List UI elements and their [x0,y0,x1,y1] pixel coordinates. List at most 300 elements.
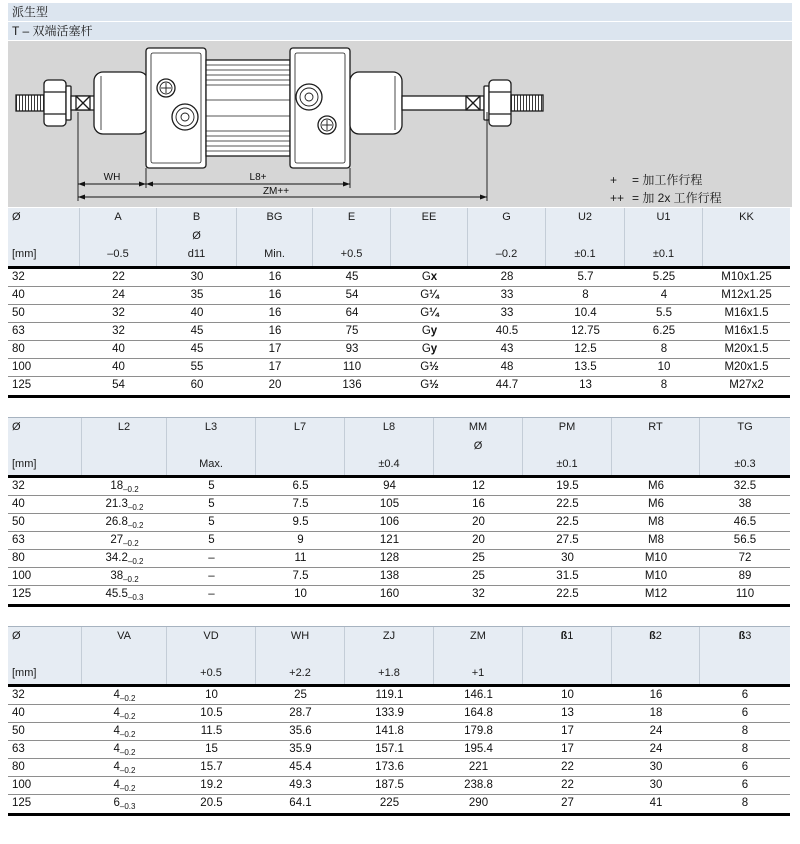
table-cell: 38 [738,498,752,510]
bore-size-cell: 80 [12,761,25,773]
column-header-note [345,646,433,665]
column-header-note [612,437,699,456]
table-bottom-rule [8,813,790,816]
thread-size: ½ [429,379,439,391]
port-plug-icon [157,79,175,97]
legend-text: = 加工作行程 [632,173,703,187]
table-cell: 12 [472,480,485,492]
dimension-table-3 [8,626,790,816]
table-cell: 238.8 [464,779,493,791]
tolerance-label: ±0.1 [574,248,596,260]
column-label: A [114,211,122,223]
column-header-note [345,437,433,456]
cell-value: 45.5 [105,588,128,600]
right-washer [484,86,489,120]
column-header-note [523,437,611,456]
column-header-spec [612,664,699,683]
table-cell: 173.6 [375,761,404,773]
table-cell: 105 [379,498,400,510]
dimension-l8 [146,182,350,187]
table-cell: 64.1 [289,797,312,809]
left-rod-nut [44,80,66,126]
cell-tolerance: –0.3 [119,802,136,811]
table-cell: 40 [112,343,125,355]
column-header-spec [313,245,390,264]
table-cell: 55 [190,361,204,373]
bore-size-cell: 80 [12,343,25,355]
column-header-note [625,227,702,246]
table-cell: M6 [648,498,664,510]
table-cell: 40.5 [495,325,519,337]
table-cell: – [208,570,215,582]
cell-tolerance: –0.2 [119,766,136,775]
column-header-label [12,627,81,646]
cell-value: 27 [110,534,124,546]
cylinder-barrel [206,60,290,156]
column-label: TG [737,421,753,433]
table-cell [82,705,167,722]
table-cell: 16 [472,498,485,510]
tolerance-label: [mm] [12,667,37,679]
table-cell [82,795,167,813]
table-cell: 225 [379,797,400,809]
table-cell: 20 [268,379,282,391]
column-header-spec [345,664,433,683]
column-label: 1 [567,630,574,642]
column-header-label [523,627,611,646]
column-header [700,418,790,475]
table-cell: – [208,588,215,600]
column-header-label [82,627,166,646]
table-row [8,723,790,741]
column-header [612,627,700,684]
column-label: MM [468,421,488,433]
column-header-note [82,437,166,456]
column-header [523,418,612,475]
table-cell [82,532,167,549]
table-row [8,777,790,795]
column-header-spec [434,455,522,474]
table-cell: 8 [741,725,749,737]
column-header-label [237,208,312,227]
table-row [8,550,790,568]
column-header-label [256,418,344,437]
table-cell [391,269,468,286]
column-header-spec [468,245,545,264]
table-cell: 33 [500,307,514,319]
column-header-label [12,208,79,227]
table-cell: 157.1 [375,743,404,755]
table-cell: 46.5 [733,516,757,528]
table-cell: 20.5 [200,797,223,809]
column-header-spec [700,664,790,683]
table-cell: 40 [190,307,204,319]
table-cell: 10 [561,689,574,701]
table-cell: 22.5 [556,498,579,510]
table-row [8,741,790,759]
table-cell: 136 [342,379,362,391]
table-cell: 32 [112,325,125,337]
table-cell: 35.9 [289,743,312,755]
cell-value: G [420,379,430,391]
column-label: E [347,211,356,223]
table-cell: 15.7 [200,761,223,773]
cell-tolerance: –0.2 [127,503,144,512]
column-header-spec [237,245,312,264]
right-piston-rod [402,96,484,110]
column-label: L8 [382,421,396,433]
column-label: B [192,211,201,223]
table-cell: 8 [741,743,749,755]
column-label: G [502,211,511,223]
column-label: 2 [655,630,662,642]
tolerance-label: d11 [187,248,206,260]
column-header [80,208,157,266]
table-cell: 35.6 [289,725,312,737]
legend-text: = 加 2x 工作行程 [632,191,722,205]
tolerance-label: +0.5 [200,667,222,679]
bore-size-cell: 40 [12,498,25,510]
cell-value: 4 [113,779,120,791]
table-cell: 6 [741,707,749,719]
table-cell: 6 [741,779,749,791]
table-cell: 18 [649,707,663,719]
column-header [167,418,256,475]
table-cell: 16 [649,689,663,701]
column-header-label [468,208,545,227]
table-row [8,568,790,586]
table-cell: 49.3 [289,779,312,791]
column-header-label [434,627,522,646]
table-cell: 32.5 [733,480,757,492]
column-label: VD [203,630,219,642]
column-header-note [523,646,611,665]
column-header-note [612,646,699,665]
table-cell: 128 [379,552,400,564]
table-cell: 13.5 [574,361,597,373]
table-cell: 13 [561,707,574,719]
bore-size-cell: 40 [12,289,25,301]
cell-tolerance: –0.2 [127,521,144,530]
cell-value: 4 [113,689,120,701]
table-cell: 106 [379,516,400,528]
column-header-note [434,437,522,456]
table-cell: 20 [472,516,485,528]
table-cell: M27x2 [729,379,764,391]
table-cell: 16 [268,325,282,337]
table-cell [82,478,167,495]
column-header-spec [546,245,624,264]
table-cell: 17 [561,743,574,755]
table-cell: 146.1 [464,689,493,701]
column-header-note [256,437,344,456]
table-cell [82,777,167,794]
column-header-label [703,208,790,227]
dimension-l8-label: L8+ [249,172,267,183]
column-header-note [12,437,81,456]
column-label: U2 [577,211,593,223]
column-header-note [157,227,236,246]
table-row [8,759,790,777]
left-washer [66,86,71,120]
table-cell: 7.5 [292,570,309,582]
right-rod-thread [511,95,543,111]
column-header-spec [82,455,166,474]
bore-size-cell: 32 [12,480,25,492]
column-header [434,418,523,475]
tolerance-label: +1 [471,667,485,679]
table-cell: 48 [500,361,514,373]
column-header [523,627,612,684]
table-cell: 19.2 [200,779,223,791]
cell-tolerance: –0.3 [127,593,144,602]
table-row [8,359,790,377]
table-cell: 30 [649,779,663,791]
column-header-spec [523,664,611,683]
table-bottom-rule [8,604,790,607]
left-end-cap [146,48,206,168]
table-cell: M20x1.5 [724,343,769,355]
column-header [8,627,82,684]
column-header-label [345,627,433,646]
column-header-note [12,227,79,246]
tolerance-label: ±0.1 [652,248,675,260]
thread-size: y [430,343,438,355]
table-cell: 75 [345,325,359,337]
table-cell: M12x1.25 [721,289,772,301]
tolerance-label: –0.5 [107,248,129,260]
table-cell: 32 [112,307,125,319]
tolerance-label: ±0.4 [378,458,400,470]
table-header-row [8,208,790,266]
table-cell [82,723,167,740]
column-header-label [546,208,624,227]
cell-value: 26.8 [105,516,128,528]
table-row [8,269,790,287]
supply-port-icon [296,84,322,110]
bore-size-cell: 63 [12,743,25,755]
table-cell: 290 [468,797,489,809]
column-header-spec [700,455,790,474]
bore-size-cell: 125 [12,379,32,391]
table-cell: 30 [190,271,204,283]
wrench-size-symbol: ß [738,630,746,642]
column-header-spec [80,245,156,264]
table-row [8,496,790,514]
column-header-label [313,208,390,227]
table-cell: 22.5 [556,588,579,600]
table-cell: 160 [379,588,400,600]
cell-tolerance: –0.2 [119,730,136,739]
cell-value: G [420,307,430,319]
right-bearing-cap [350,72,402,134]
legend-symbol: + [610,173,618,187]
cell-value: G [420,361,430,373]
left-bearing-cap [94,72,148,134]
column-header-label [434,418,522,437]
column-label: PM [558,421,576,433]
table-cell [391,305,468,322]
table-cell [391,341,468,358]
table-cell: 24 [649,725,663,737]
variant-subtitle: T – 双端活塞杆 [8,22,792,40]
column-header-note [703,227,790,246]
table-row [8,532,790,550]
table-cell: 11.5 [200,725,223,737]
table-cell [82,496,167,513]
column-header-note [546,227,624,246]
table-cell: M12 [644,588,668,600]
column-label: 3 [745,630,752,642]
column-header-note [391,227,467,246]
table-cell: 27.5 [556,534,579,546]
table-cell: 7.5 [292,498,309,510]
table-row [8,795,790,813]
table-cell [391,323,468,340]
table-row [8,478,790,496]
table-cell: M8 [648,516,664,528]
column-header-label [612,418,699,437]
table-cell: 16 [268,271,282,283]
table-cell: M10x1.25 [721,271,772,283]
column-label: WH [290,630,310,642]
bore-size-cell: 50 [12,307,25,319]
tolerance-label: +0.5 [340,248,363,260]
column-header-note [80,227,156,246]
column-label: Ø [12,630,21,642]
column-header [434,627,523,684]
column-label: VA [117,630,131,642]
column-label: EE [421,211,437,223]
wrench-size-symbol: ß [649,630,656,642]
left-rod-thread [16,95,46,111]
column-header [546,208,625,266]
column-header [313,208,391,266]
table-cell: 121 [379,534,400,546]
column-header-spec [256,664,344,683]
column-header [700,627,790,684]
table-cell: – [208,552,215,564]
column-header-spec [82,664,166,683]
column-header [345,627,434,684]
table-cell: M6 [648,480,664,492]
table-cell: 41 [649,797,663,809]
dimension-table-1 [8,208,790,398]
column-header [157,208,237,266]
bore-size-cell: 100 [12,361,32,373]
table-cell: 56.5 [733,534,757,546]
table-row [8,377,790,395]
column-header-label [523,418,611,437]
table-cell: 33 [500,289,514,301]
table-cell: 8 [660,379,668,391]
table-cell: 24 [649,743,663,755]
table-cell: 45.4 [289,761,312,773]
cell-value: 4 [113,707,120,719]
table-cell: 13 [579,379,592,391]
table-cell: 16 [268,289,282,301]
table-cell: 17 [268,343,282,355]
table-cell: 5.5 [656,307,672,319]
bore-size-cell: 50 [12,516,25,528]
tolerance-label: [mm] [12,248,37,260]
table-header-row [8,417,790,475]
table-cell: 72 [738,552,752,564]
column-header [256,627,345,684]
table-cell: 28.7 [289,707,312,719]
supply-port-icon [172,104,198,130]
column-header-note [434,646,522,665]
column-header [703,208,790,266]
table-cell: 119.1 [375,689,404,701]
bore-size-cell: 125 [12,797,32,809]
column-header-label [625,208,702,227]
bore-size-cell: 32 [12,689,25,701]
bore-size-cell: 50 [12,725,25,737]
table-row [8,287,790,305]
table-cell: 5 [208,480,215,492]
column-label: BG [266,211,283,223]
cell-value: 38 [110,570,124,582]
tolerance-label: +2.2 [289,667,311,679]
thread-size: x [430,271,438,283]
table-cell: 10 [294,588,307,600]
table-cell: 179.8 [464,725,493,737]
table-row [8,323,790,341]
table-cell: 6 [741,761,749,773]
table-cell: 45 [345,271,359,283]
column-header [345,418,434,475]
column-header-spec [256,455,344,474]
table-cell: 12.75 [571,325,600,337]
table-cell: 22 [561,779,574,791]
table-cell: 195.4 [464,743,493,755]
table-cell: 8 [582,289,589,301]
table-cell: 54 [345,289,359,301]
thread-size: y [430,325,438,337]
table-cell: 6.25 [652,325,676,337]
column-label: KK [739,211,754,223]
column-header-note [256,646,344,665]
column-header-label [345,418,433,437]
tolerance-label: Min. [264,248,285,260]
table-cell: 22 [561,761,574,773]
table-cell: 93 [345,343,359,355]
table-cell: 45 [190,343,204,355]
table-cell: 9 [297,534,304,546]
table-cell: 15 [205,743,218,755]
column-header-label [612,627,699,646]
legend-symbol: ++ [610,191,625,205]
column-header [612,418,700,475]
table-cell: 110 [735,588,755,600]
table-cell [82,568,167,585]
dimension-zm-label: ZM++ [262,186,290,197]
table-cell: 187.5 [375,779,404,791]
cell-tolerance: –0.2 [123,485,139,494]
table-cell: 5 [208,498,215,510]
bore-size-cell: 63 [12,325,25,337]
column-label: Ø [12,421,21,433]
table-cell: 10 [657,361,671,373]
table-cell: 10.4 [574,307,597,319]
column-header-note [167,646,255,665]
table-row [8,687,790,705]
column-header [8,418,82,475]
table-cell: 138 [379,570,400,582]
table-cell: 133.9 [375,707,404,719]
column-header-spec [167,455,255,474]
